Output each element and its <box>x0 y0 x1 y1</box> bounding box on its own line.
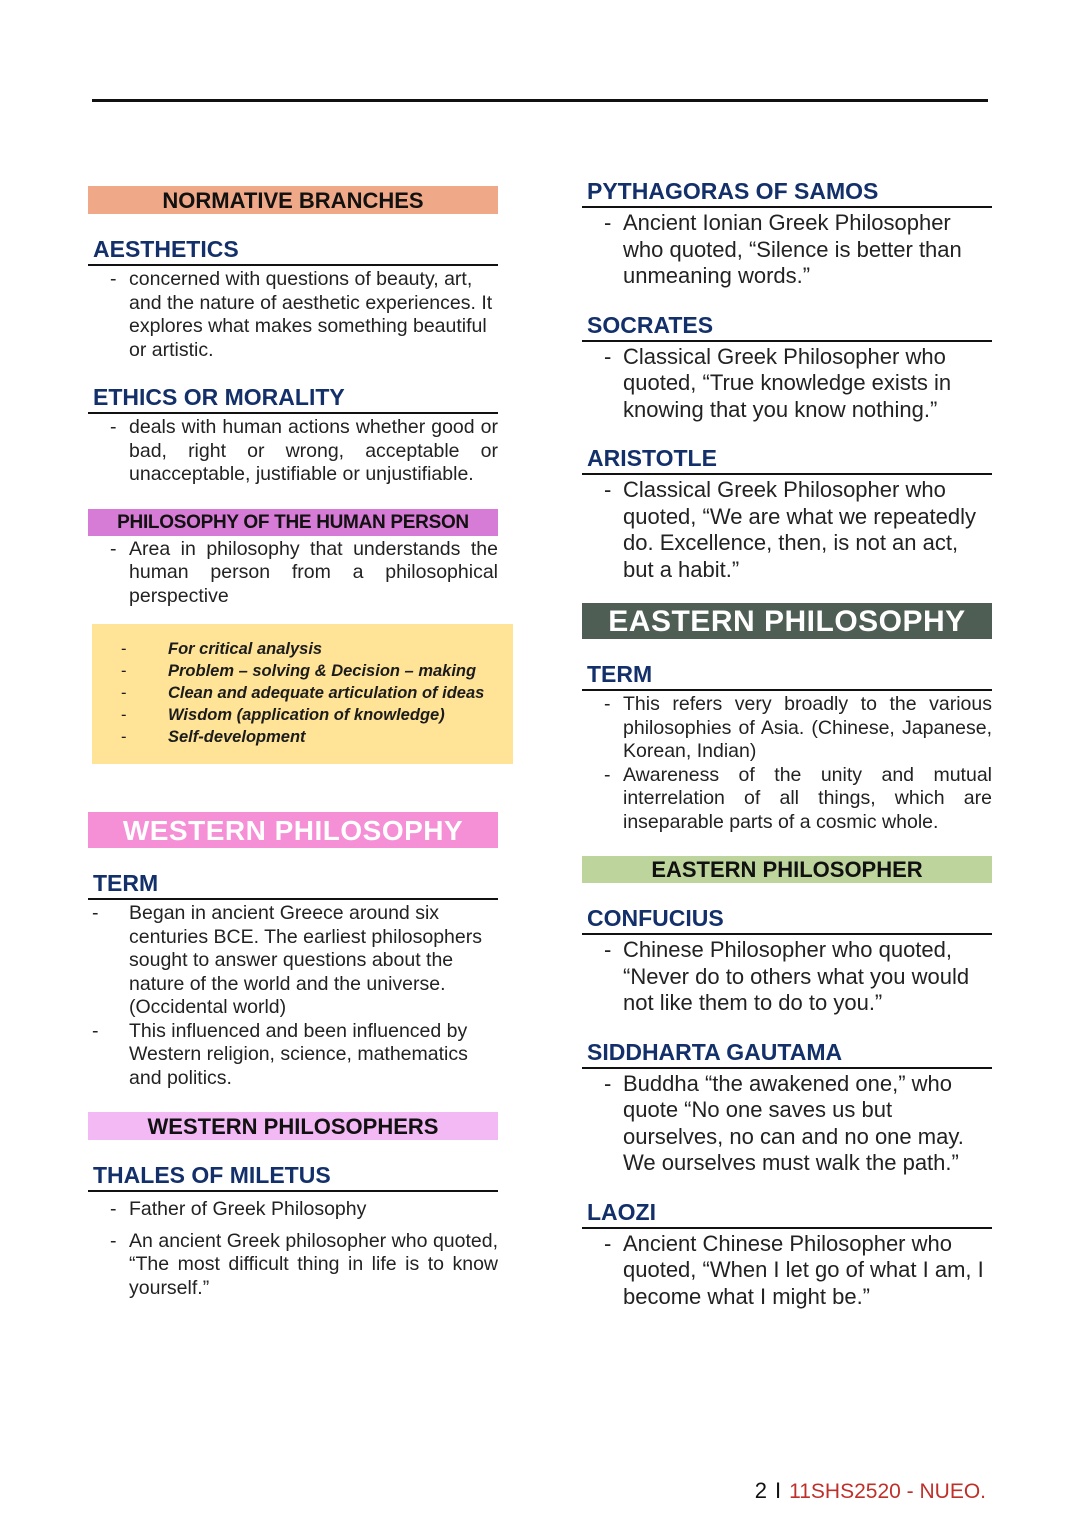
list-item: - Chinese Philosopher who quoted, “Never do to others what you would not like them to do to you.” <box>582 937 992 1017</box>
benefit-item: - Problem – solving & Decision – making <box>92 660 513 682</box>
benefit-item: - Clean and adequate articulation of ideas <box>92 682 513 704</box>
pythagoras-heading: PYTHAGORAS OF SAMOS <box>582 178 992 208</box>
thales-section <box>88 1162 498 1300</box>
ethics-section <box>88 384 498 487</box>
aristotle-section <box>582 445 992 583</box>
list-item: - Buddha “the awakened one,” who quote “No one saves us but ourselves, no can and no one may. We ourselves must walk the path.” <box>582 1071 992 1177</box>
ethics-heading: ETHICS OR MORALITY <box>88 384 498 414</box>
confucius-list <box>582 937 992 1017</box>
benefit-item: - Self-development <box>92 726 513 748</box>
benefit-item: - For critical analysis <box>92 638 513 660</box>
left-column <box>88 186 498 1322</box>
top-rule <box>92 99 988 102</box>
confucius-section <box>582 905 992 1017</box>
list-item: - Father of Greek Philosophy <box>88 1198 498 1222</box>
course-code: 11SHS2520 - NUEO. <box>789 1480 986 1503</box>
list-item: - This refers very broadly to the various philosophies of Asia. (Chinese, Japanese, Korean, Indian) <box>582 693 992 764</box>
ethics-list <box>88 416 498 487</box>
list-item: - deals with human actions whether good or bad, right or wrong, acceptable or unacceptable, justifiable or unjustifiable. <box>88 416 498 487</box>
benefit-item: - Wisdom (application of knowledge) <box>92 704 513 726</box>
right-column <box>582 178 992 1332</box>
footer-separator: I <box>775 1478 782 1503</box>
western-term-list <box>88 902 498 1090</box>
siddharta-heading: SIDDHARTA GAUTAMA <box>582 1039 992 1069</box>
list-item: - Ancient Ionian Greek Philosopher who quoted, “Silence is better than unmeaning words.” <box>582 210 992 290</box>
socrates-heading: SOCRATES <box>582 312 992 342</box>
aesthetics-list <box>88 268 498 362</box>
list-item: - Classical Greek Philosopher who quoted, “True knowledge exists in knowing that you know nothing.” <box>582 344 992 424</box>
western-term-heading: TERM <box>88 870 498 900</box>
human-person-list <box>88 538 498 609</box>
aesthetics-section <box>88 236 498 362</box>
list-item: - Ancient Chinese Philosopher who quoted, “When I let go of what I am, I become what I might be.” <box>582 1231 992 1311</box>
laozi-section <box>582 1199 992 1311</box>
aesthetics-heading: AESTHETICS <box>88 236 498 266</box>
list-item: - An ancient Greek philosopher who quoted, “The most difficult thing in life is to know yourself.” <box>88 1230 498 1301</box>
benefits-box <box>92 624 513 764</box>
siddharta-list <box>582 1071 992 1177</box>
socrates-section <box>582 312 992 424</box>
human-person-banner: PHILOSOPHY OF THE HUMAN PERSON <box>88 509 498 536</box>
thales-list <box>88 1198 498 1300</box>
pythagoras-section <box>582 178 992 290</box>
eastern-philosopher-banner: EASTERN PHILOSOPHER <box>582 856 992 883</box>
eastern-term-heading: TERM <box>582 661 992 691</box>
pythagoras-list <box>582 210 992 290</box>
western-philosophy-banner: WESTERN PHILOSOPHY <box>88 812 498 848</box>
page-number: 2 <box>754 1478 767 1503</box>
eastern-philosophy-banner: EASTERN PHILOSOPHY <box>582 603 992 639</box>
confucius-heading: CONFUCIUS <box>582 905 992 935</box>
page-footer <box>755 1478 986 1504</box>
list-item: - Classical Greek Philosopher who quoted, “We are what we repeatedly do. Excellence, then, is not an act, but a habit.” <box>582 477 992 583</box>
benefits-list <box>92 638 513 748</box>
eastern-term-list <box>582 693 992 834</box>
laozi-heading: LAOZI <box>582 1199 992 1229</box>
aristotle-list <box>582 477 992 583</box>
thales-heading: THALES OF MILETUS <box>88 1162 498 1192</box>
siddharta-section <box>582 1039 992 1177</box>
list-item: - Awareness of the unity and mutual interrelation of all things, which are inseparable parts of a cosmic whole. <box>582 764 992 835</box>
list-item: - Began in ancient Greece around six centuries BCE. The earliest philosophers sought to answer questions about the nature of the world and the universe. (Occidental world) <box>88 902 498 1020</box>
normative-branches-banner: NORMATIVE BRANCHES <box>88 186 498 214</box>
list-item: - concerned with questions of beauty, art, and the nature of aesthetic experiences. It explores what makes something beautiful or artistic. <box>88 268 498 362</box>
western-philosophers-banner: WESTERN PHILOSOPHERS <box>88 1112 498 1140</box>
list-item: - This influenced and been influenced by Western religion, science, mathematics and politics. <box>88 1020 498 1091</box>
list-item: - Area in philosophy that understands the human person from a philosophical perspective <box>88 538 498 609</box>
western-term-section <box>88 870 498 1090</box>
socrates-list <box>582 344 992 424</box>
laozi-list <box>582 1231 992 1311</box>
aristotle-heading: ARISTOTLE <box>582 445 992 475</box>
eastern-term-section <box>582 661 992 834</box>
